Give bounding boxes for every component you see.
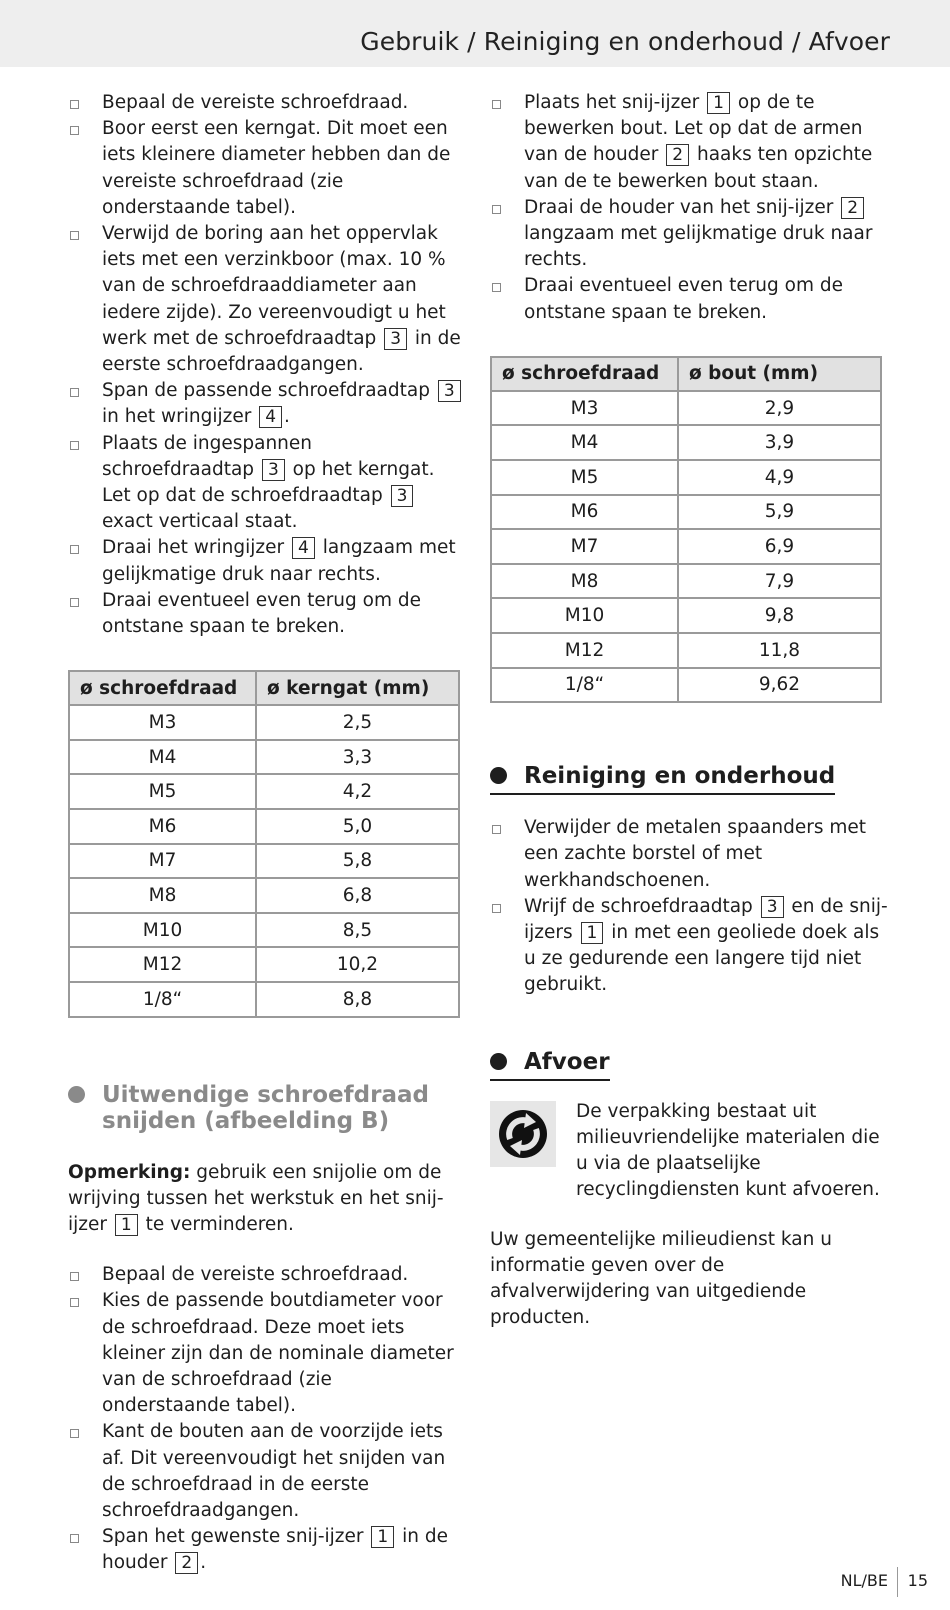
list-item: Boor eerst een kerngat. Dit moet een iets kleinere diameter hebben dan de vereiste schroefdraad (zie onderstaande tabel). — [68, 116, 463, 221]
list-item: Draai eventueel even terug om de ontstane spaan te breken. — [68, 588, 463, 640]
table-row — [491, 425, 881, 460]
table-cell: M10 — [491, 598, 678, 633]
table-cell: M7 — [491, 529, 678, 564]
ref-number: 1 — [371, 1526, 394, 1548]
list-item: Draai eventueel even terug om de ontstane spaan te breken. — [490, 273, 890, 325]
bullet-dot-icon — [490, 767, 507, 784]
table-cell: 8,8 — [256, 982, 459, 1017]
table-cell: M3 — [491, 391, 678, 426]
page-footer — [790, 1567, 950, 1597]
table-cell: 11,8 — [678, 633, 881, 668]
table-row — [69, 705, 459, 740]
ref-number: 2 — [175, 1552, 198, 1574]
table-cell: 9,8 — [678, 598, 881, 633]
ref-number: 3 — [391, 485, 414, 507]
ref-number: 4 — [292, 537, 315, 559]
table-cell: M10 — [69, 913, 256, 948]
table-cell: 4,2 — [256, 774, 459, 809]
ref-number: 1 — [581, 922, 604, 944]
ref-number: 2 — [666, 144, 689, 166]
table-row — [69, 844, 459, 879]
section-external-thread-heading: Uitwendige schroefdraad snijden (afbeelding B) — [68, 1082, 463, 1134]
table-row — [491, 529, 881, 564]
table-row — [69, 913, 459, 948]
table-cell: M5 — [69, 774, 256, 809]
recycling-arrows-icon — [490, 1101, 556, 1167]
table-header-thread: ø schroefdraad — [69, 671, 256, 705]
table-cell: M8 — [69, 878, 256, 913]
table-cell: M4 — [491, 425, 678, 460]
disposal-info: Uw gemeentelijke milieudienst kan u informatie geven over de afvalverwijdering van uitgediende producten. — [490, 1228, 832, 1329]
table-cell: M3 — [69, 705, 256, 740]
footer-divider — [897, 1567, 898, 1597]
table-cell: 6,9 — [678, 529, 881, 564]
bullet-dot-icon — [490, 1053, 507, 1070]
table-cell: 2,9 — [678, 391, 881, 426]
list-item: Kant de bouten aan de voorzijde iets af. Dit vereenvoudigt het snijden van de schroefdraad in de eerste schroefdraadgangen. — [68, 1419, 463, 1524]
list-item: Wrijf de schroefdraadtap 3 en de snij-ijzers 1 in met een geoliede doek als u ze gedurende een langere tijd niet gebruikt. — [490, 894, 890, 999]
table-cell: M6 — [69, 809, 256, 844]
ref-number: 1 — [115, 1214, 138, 1236]
ref-number: 2 — [841, 197, 864, 219]
ref-number: 3 — [262, 459, 285, 481]
note-paragraph: Opmerking: gebruik een snijolie om de wrijving tussen het werkstuk en het snij-ijzer 1 te verminderen. — [68, 1161, 444, 1236]
table-header-bolt: ø bout (mm) — [678, 357, 881, 391]
table-cell: M7 — [69, 844, 256, 879]
table-row — [69, 947, 459, 982]
table-cell: 1/8“ — [69, 982, 256, 1017]
steps-die-usage — [490, 90, 890, 326]
disposal-block — [490, 1099, 890, 1199]
table-cell: M12 — [69, 947, 256, 982]
table-cell: 9,62 — [678, 668, 881, 703]
table-row — [491, 495, 881, 530]
table-header-thread: ø schroefdraad — [491, 357, 678, 391]
ref-number: 3 — [761, 896, 784, 918]
list-item: Bepaal de vereiste schroefdraad. — [68, 90, 463, 116]
table-cell: 3,3 — [256, 740, 459, 775]
list-item: Draai de houder van het snij-ijzer 2 langzaam met gelijkmatige druk naar rechts. — [490, 195, 890, 274]
ref-number: 1 — [707, 92, 730, 114]
ref-number: 3 — [438, 380, 461, 402]
list-item: Draai het wringijzer 4 langzaam met gelijkmatige druk naar rechts. — [68, 535, 463, 587]
page-number: 15 — [907, 1571, 928, 1590]
list-item: Plaats het snij-ijzer 1 op de te bewerken bout. Let op dat de armen van de houder 2 haaks ten opzichte van de te bewerken bout staan. — [490, 90, 890, 195]
table-cell: 4,9 — [678, 460, 881, 495]
table-cell: 10,2 — [256, 947, 459, 982]
table-cell: 7,9 — [678, 564, 881, 599]
footer-language: NL/BE — [840, 1571, 888, 1590]
table-row — [69, 774, 459, 809]
section-disposal-heading: Afvoer — [490, 1049, 610, 1081]
table-row — [491, 633, 881, 668]
list-item: Verwijd de boring aan het oppervlak iets met een verzinkboor (max. 10 % van de schroefdraaddiameter aan iedere zijde). Zo vereenvoudigt u het werk met de schroefdraadtap 3 in de eerste schroefdraadgangen. — [68, 221, 463, 378]
table-row — [69, 740, 459, 775]
list-item: Span het gewenste snij-ijzer 1 in de houder 2 . — [68, 1524, 463, 1576]
header-band — [0, 0, 950, 67]
ref-number: 4 — [259, 406, 282, 428]
page-header-title: Gebruik / Reiniging en onderhoud / Afvoer — [360, 27, 890, 56]
table-header-core-hole: ø kerngat (mm) — [256, 671, 459, 705]
section-cleaning-heading: Reiniging en onderhoud — [490, 763, 835, 795]
table-header-row — [69, 671, 459, 705]
table-cell: M4 — [69, 740, 256, 775]
table-cell: M12 — [491, 633, 678, 668]
table-cell: M6 — [491, 495, 678, 530]
ref-number: 3 — [384, 328, 407, 350]
left-column — [68, 90, 463, 1577]
list-item: Kies de passende boutdiameter voor de schroefdraad. Deze moet iets kleiner zijn dan de nominale diameter van de schroefdraad (zie onderstaande tabel). — [68, 1288, 463, 1419]
table-row — [491, 598, 881, 633]
steps-external-thread — [68, 1262, 463, 1576]
steps-cleaning — [490, 815, 890, 998]
steps-internal-thread — [68, 90, 463, 640]
table-cell: 1/8“ — [491, 668, 678, 703]
right-column — [490, 90, 890, 1331]
table-row — [491, 460, 881, 495]
table-header-row — [491, 357, 881, 391]
table-cell: 8,5 — [256, 913, 459, 948]
bolt-diameter-table — [490, 356, 882, 703]
table-row — [491, 391, 881, 426]
table-row — [69, 809, 459, 844]
table-cell: 5,8 — [256, 844, 459, 879]
table-cell: M5 — [491, 460, 678, 495]
table-cell: 5,0 — [256, 809, 459, 844]
list-item: Bepaal de vereiste schroefdraad. — [68, 1262, 463, 1288]
note-label: Opmerking: — [68, 1161, 191, 1183]
table-row — [69, 982, 459, 1017]
table-cell: 5,9 — [678, 495, 881, 530]
table-cell: 6,8 — [256, 878, 459, 913]
table-row — [491, 668, 881, 703]
table-row — [69, 878, 459, 913]
table-row — [491, 564, 881, 599]
list-item: Plaats de ingespannen schroefdraadtap 3 op het kerngat. Let op dat de schroefdraadtap 3 exact verticaal staat. — [68, 431, 463, 536]
bullet-dot-icon — [68, 1086, 85, 1103]
list-item: Verwijder de metalen spaanders met een zachte borstel of met werkhandschoenen. — [490, 815, 890, 894]
table-cell: 2,5 — [256, 705, 459, 740]
table-cell: M8 — [491, 564, 678, 599]
list-item: Span de passende schroefdraadtap 3 in het wringijzer 4 . — [68, 378, 463, 430]
table-cell: 3,9 — [678, 425, 881, 460]
core-hole-table — [68, 670, 460, 1017]
disposal-text: De verpakking bestaat uit milieuvriendelijke materialen die u via de plaatselijke recyclingdiensten kunt afvoeren. — [576, 1100, 880, 1200]
